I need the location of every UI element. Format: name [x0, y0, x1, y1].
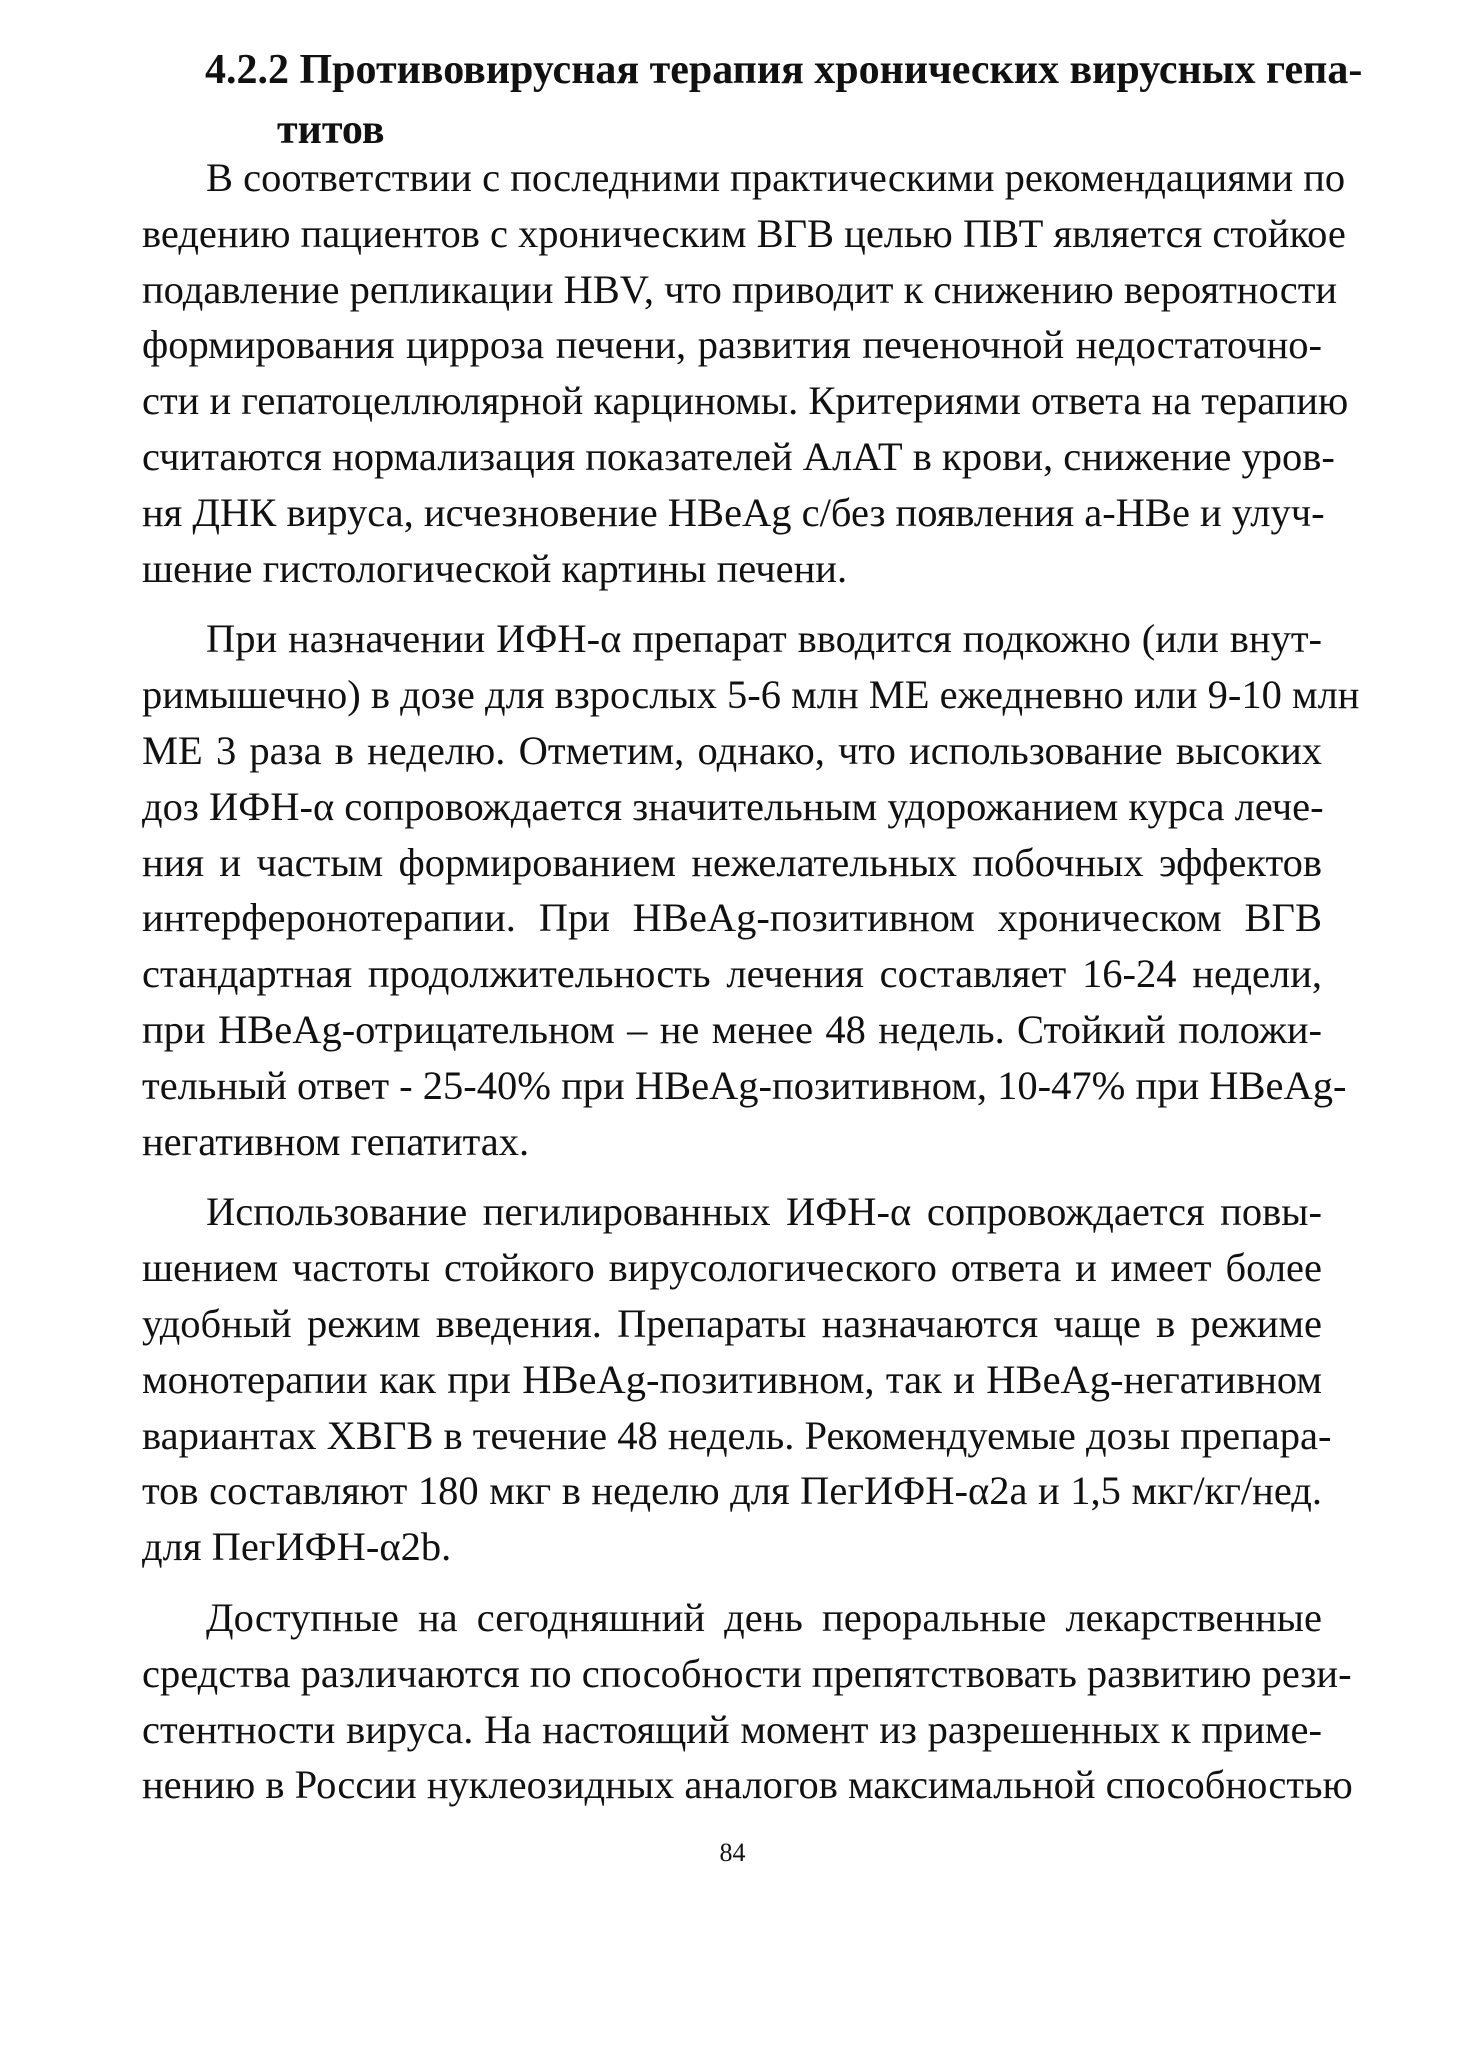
text-line: монотерапии как при HBeAg-позитивном, так и HBeAg-негативном	[142, 1356, 1322, 1402]
page-number: 84	[719, 1838, 746, 1867]
text-line: В соответствии с последними практическими рекомендациями по	[206, 155, 1346, 200]
text-line: шение гистологической картины печени.	[142, 545, 848, 591]
text-line: при HBeAg-отрицательном – не менее 48 недель. Стойкий положи-	[142, 1006, 1322, 1052]
text-line: ведению пациентов с хроническим ВГВ целью ПВТ является стойкое	[142, 210, 1346, 256]
text-line: При назначении ИФН-α препарат вводится подкожно (или внут-	[206, 616, 1322, 662]
paragraph-1	[142, 150, 1349, 596]
text-line: для ПегИФН-α2b.	[142, 1524, 452, 1570]
text-line: вариантах ХВГВ в течение 48 недель. Рекомендуемые дозы препара-	[142, 1412, 1332, 1458]
text-line: нению в России нуклеозидных аналогов максимальной способностью	[142, 1762, 1353, 1808]
text-line: сти и гепатоцеллюлярной карциномы. Критериями ответа на терапию	[142, 378, 1349, 424]
text-line: МЕ 3 раза в неделю. Отметим, однако, что использование высоких	[142, 727, 1322, 773]
text-line: Использование пегилированных ИФН-α сопровождается повы-	[206, 1189, 1322, 1235]
section-heading	[205, 40, 1363, 160]
text-line: стентности вируса. На настоящий момент из разрешенных к приме-	[142, 1706, 1322, 1752]
paragraph-2	[142, 611, 1360, 1169]
paragraph-4	[142, 1590, 1353, 1813]
text-line: подавление репликации HBV, что приводит к снижению вероятности	[142, 266, 1338, 312]
paragraph-3	[142, 1184, 1332, 1575]
text-line: стандартная продолжительность лечения составляет 16-24 недели,	[142, 951, 1322, 997]
text-line: доз ИФН-α сопровождается значительным удорожанием курса лече-	[142, 783, 1324, 829]
text-line: формирования цирроза печени, развития печеночной недостаточно-	[142, 322, 1322, 368]
text-line: средства различаются по способности препятствовать развитию рези-	[142, 1650, 1352, 1696]
text-line: ня ДНК вируса, исчезновение HBeAg с/без появления a-HBe и улуч-	[142, 489, 1325, 535]
heading-line-1: 4.2.2 Противовирусная терапия хронических вирусных гепа-	[205, 47, 1363, 93]
text-line: удобный режим введения. Препараты назначаются чаще в режиме	[142, 1300, 1322, 1346]
text-line: негативном гепатитах.	[142, 1118, 530, 1164]
text-line: Доступные на сегодняшний день пероральные лекарственные	[206, 1594, 1322, 1640]
text-line: интерферонотерапии. При HBeAg-позитивном хроническом ВГВ	[142, 895, 1322, 941]
text-line: тов составляют 180 мкг в неделю для ПегИФН-α2а и 1,5 мкг/кг/нед.	[142, 1468, 1322, 1514]
text-line: ния и частым формированием нежелательных побочных эффектов	[142, 839, 1322, 885]
text-line: римышечно) в дозе для взрослых 5-6 млн МЕ ежедневно или 9-10 млн	[142, 672, 1360, 718]
text-line: шением частоты стойкого вирусологического ответа и имеет более	[142, 1245, 1322, 1291]
body-text	[142, 150, 1360, 1828]
text-line: считаются нормализация показателей АлАТ в крови, снижение уров-	[142, 433, 1335, 479]
heading-line-2: титов	[277, 107, 385, 153]
text-line: тельный ответ - 25-40% при HBeAg-позитивном, 10-47% при HBeAg-	[142, 1062, 1347, 1108]
